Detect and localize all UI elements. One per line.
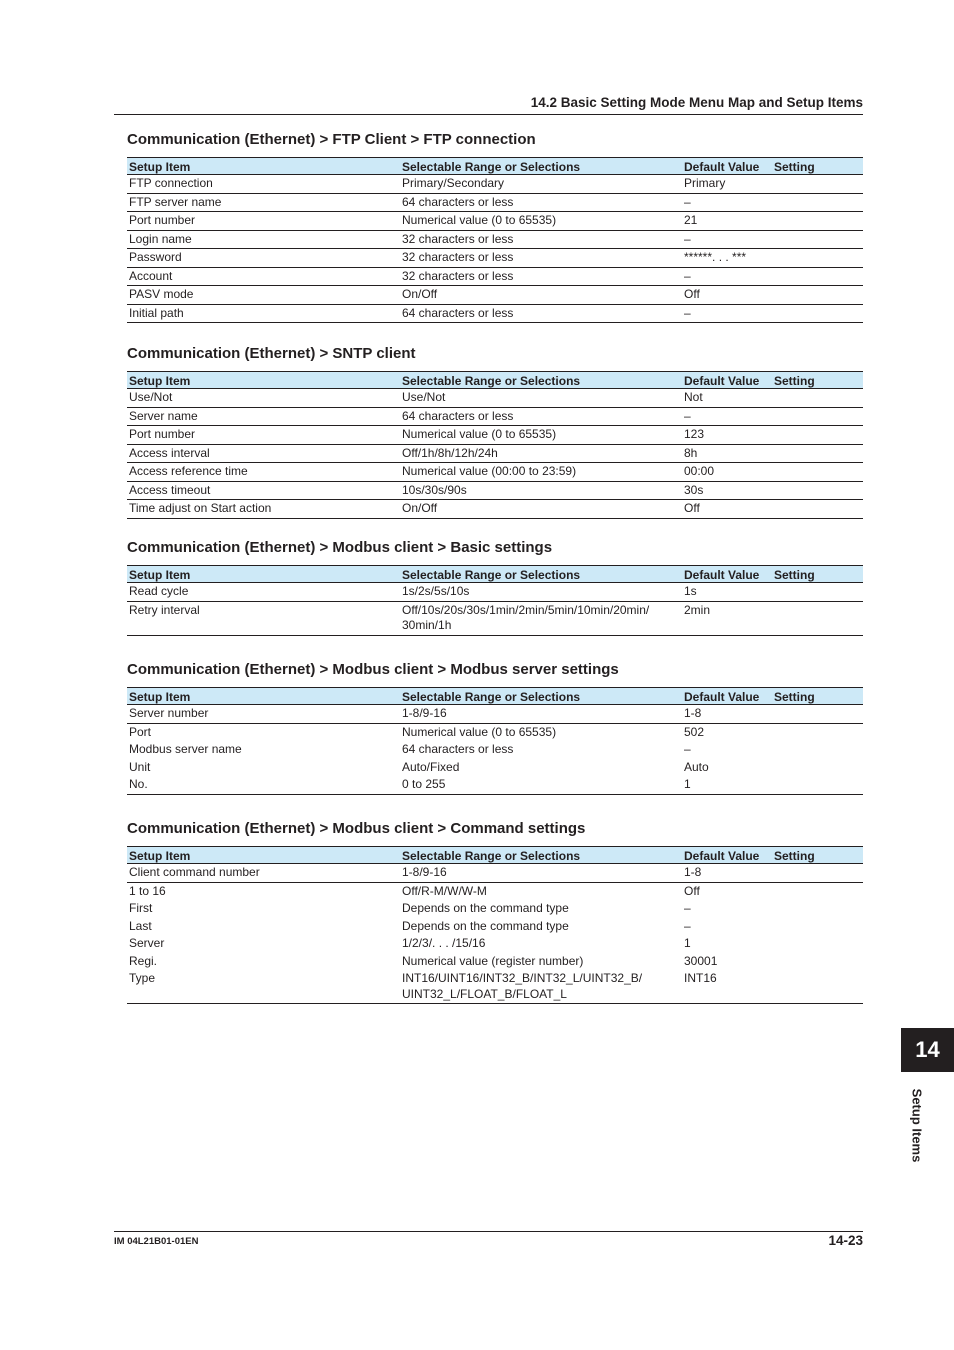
cell-setting [772,882,863,900]
table-row [127,500,863,519]
cell-setup-item: Retry interval [127,601,400,635]
cell-default: Off [682,500,772,519]
cell-setting [772,500,863,519]
cell-range: 64 characters or less [400,193,682,212]
cell-range: On/Off [400,286,682,305]
cell-setting [772,953,863,971]
table-row [127,601,863,635]
cell-setup-item: Use/Not [127,389,400,408]
table-row [127,583,863,602]
cell-default: 1s [682,583,772,602]
cell-default: – [682,407,772,426]
cell-setting [772,481,863,500]
cell-default: Off [682,286,772,305]
cell-setup-item: Modbus server name [129,742,242,756]
col-header-setting: Setting [772,688,863,705]
cell-range: 1/2/3/. . . /15/16 [402,936,486,950]
cell-setup-item: FTP server name [127,193,400,212]
table-row [127,175,863,194]
cell-default: – [682,193,772,212]
table-row [127,882,863,900]
cell-default: 123 [682,426,772,445]
cell-setting [772,286,863,305]
cell-setup-item: PASV mode [127,286,400,305]
cell-setting [772,212,863,231]
cell-setting [772,918,863,936]
cell-setting [772,705,863,724]
cell-default: – [682,230,772,249]
cell-setup-item: No. [127,776,400,794]
cell-default: – [682,267,772,286]
footer-rule [114,1231,863,1232]
section-ftp-connection [127,131,863,323]
cell-setting [772,900,863,918]
cell-range: Use/Not [400,389,682,408]
cell-setting [772,444,863,463]
cell-default: INT16 [682,970,772,1004]
cell-default: 2min [682,601,772,635]
col-header-setting: Setting [772,372,863,389]
cell-range: Off/R-M/W/W-M [402,883,487,898]
table-row [127,759,863,777]
col-header-setup-item: Setup Item [127,372,400,389]
cell-setup-item: Regi. [129,953,158,968]
cell-range: 32 characters or less [400,230,682,249]
section-sntp-client [127,345,863,519]
cell-setting [772,175,863,194]
table-row [127,193,863,212]
col-header-setup-item: Setup Item [127,158,400,175]
col-header-default: Default Value [682,372,772,389]
cell-setting [772,759,863,777]
page-number: 14-23 [828,1233,863,1248]
cell-default: Auto [684,759,709,774]
col-header-setting: Setting [772,566,863,583]
cell-range: 64 characters or less [400,304,682,323]
settings-table [127,687,863,795]
settings-table [127,371,863,519]
col-header-default: Default Value [682,158,772,175]
col-header-default: Default Value [682,847,772,864]
cell-setup-item: Access interval [127,444,400,463]
cell-setting [772,304,863,323]
cell-default: – [684,901,691,915]
document-id: IM 04L21B01-01EN [114,1236,199,1247]
cell-range: Numerical value (00:00 to 23:59) [400,463,682,482]
settings-table [127,846,863,1004]
table-row [127,723,863,741]
cell-setting [772,249,863,268]
cell-setup-item: 1 to 16 [129,883,166,898]
cell-setting [772,267,863,286]
col-header-setting: Setting [772,847,863,864]
section-modbus-basic [127,539,863,636]
section-modbus-command [127,820,863,1004]
cell-setup-item: FTP connection [127,175,400,194]
chapter-side-label: Setup Items [909,1088,925,1163]
cell-range: 64 characters or less [400,407,682,426]
cell-setup-item: Account [127,267,400,286]
table-row [127,444,863,463]
section-modbus-server [127,661,863,795]
cell-default: 1 [684,936,691,950]
cell-setup-item: Port number [127,426,400,445]
cell-default: – [684,742,691,756]
col-header-default: Default Value [682,566,772,583]
cell-range: 1-8/9-16 [400,705,682,724]
cell-setting [772,776,863,794]
cell-setting [772,463,863,482]
cell-range: Off/10s/20s/30s/1min/2min/5min/10min/20min/ 30min/1h [400,601,682,635]
table-row [127,900,863,918]
cell-setup-item: Port number [127,212,400,231]
cell-setting [772,864,863,883]
cell-default: 00:00 [682,463,772,482]
cell-range: INT16/UINT16/INT32_B/INT32_L/UINT32_B/ UINT32_L/FLOAT_B/FLOAT_L [400,970,682,1004]
col-header-setting: Setting [772,158,863,175]
cell-setup-item: Server name [127,407,400,426]
cell-range: Numerical value (0 to 65535) [402,724,557,739]
cell-range: Auto/Fixed [402,759,460,774]
cell-setup-item: Read cycle [127,583,400,602]
table-row [127,864,863,883]
cell-range: Depends on the command type [402,918,569,933]
cell-default: 21 [682,212,772,231]
cell-range: Numerical value (register number) [402,953,584,968]
section-title: Communication (Ethernet) > Modbus client > Modbus server settings [127,661,619,678]
col-header-setup-item: Setup Item [127,688,400,705]
cell-default: ******. . . *** [682,249,772,268]
cell-range: 10s/30s/90s [400,481,682,500]
cell-range: Numerical value (0 to 65535) [400,212,682,231]
cell-default: 30001 [684,953,718,968]
cell-default: Primary [682,175,772,194]
cell-range: 64 characters or less [402,742,514,756]
cell-default: 8h [682,444,772,463]
cell-setup-item: Access timeout [127,481,400,500]
col-header-setup-item: Setup Item [127,847,400,864]
cell-default: Not [682,389,772,408]
cell-setup-item: Port [129,724,152,739]
cell-setup-item: Type [127,970,400,1004]
cell-setup-item: Server [129,936,165,950]
cell-range: 32 characters or less [400,249,682,268]
col-header-range: Selectable Range or Selections [400,688,682,705]
cell-setting [772,935,863,953]
cell-default: 1 [682,776,772,794]
cell-setting [772,970,863,1004]
cell-setting [772,230,863,249]
col-header-range: Selectable Range or Selections [400,372,682,389]
cell-setting [772,583,863,602]
table-row [127,970,863,1004]
cell-setting [772,723,863,741]
table-row [127,463,863,482]
col-header-range: Selectable Range or Selections [400,566,682,583]
table-row [127,776,863,794]
table-row [127,389,863,408]
cell-setting [772,426,863,445]
cell-range: 0 to 255 [400,776,682,794]
cell-default: 1-8 [682,864,772,883]
cell-default: 502 [684,724,705,739]
table-row [127,230,863,249]
running-header: 14.2 Basic Setting Mode Menu Map and Setup Items [114,95,863,115]
cell-setup-item: Access reference time [127,463,400,482]
cell-setting [772,193,863,212]
cell-default: – [682,304,772,323]
cell-range: Depends on the command type [402,901,569,915]
col-header-range: Selectable Range or Selections [400,158,682,175]
cell-range: On/Off [400,500,682,519]
table-row [127,286,863,305]
cell-setup-item: Time adjust on Start action [127,500,400,519]
table-row [127,741,863,759]
cell-range: 32 characters or less [400,267,682,286]
cell-setup-item: Client command number [127,864,400,883]
col-header-default: Default Value [682,688,772,705]
section-title: Communication (Ethernet) > FTP Client > FTP connection [127,131,536,148]
cell-default: Off [684,883,700,898]
cell-range: 1-8/9-16 [400,864,682,883]
cell-setup-item: Last [129,918,152,933]
cell-setup-item: Initial path [127,304,400,323]
cell-range: Off/1h/8h/12h/24h [400,444,682,463]
settings-table [127,565,863,636]
cell-setup-item: Login name [127,230,400,249]
table-row [127,212,863,231]
cell-default: 1-8 [682,705,772,724]
table-row [127,935,863,953]
cell-default: – [684,918,691,933]
section-title: Communication (Ethernet) > Modbus client > Command settings [127,820,586,837]
cell-setting [772,741,863,759]
cell-setup-item: Server number [127,705,400,724]
table-row [127,426,863,445]
cell-setup-item: First [129,901,153,915]
table-row [127,481,863,500]
chapter-tab: 14 [901,1028,954,1072]
table-row [127,953,863,971]
cell-setting [772,407,863,426]
cell-setting [772,601,863,635]
cell-range: Primary/Secondary [400,175,682,194]
table-row [127,249,863,268]
cell-setup-item: Password [127,249,400,268]
table-row [127,918,863,936]
settings-table [127,157,863,323]
cell-range: Numerical value (0 to 65535) [400,426,682,445]
table-row [127,407,863,426]
col-header-range: Selectable Range or Selections [400,847,682,864]
table-row [127,705,863,724]
cell-default: 30s [682,481,772,500]
cell-range: 1s/2s/5s/10s [400,583,682,602]
cell-setting [772,389,863,408]
section-title: Communication (Ethernet) > Modbus client > Basic settings [127,539,553,556]
section-title: Communication (Ethernet) > SNTP client [127,345,416,362]
table-row [127,267,863,286]
cell-setup-item: Unit [129,759,151,774]
col-header-setup-item: Setup Item [127,566,400,583]
table-row [127,304,863,323]
